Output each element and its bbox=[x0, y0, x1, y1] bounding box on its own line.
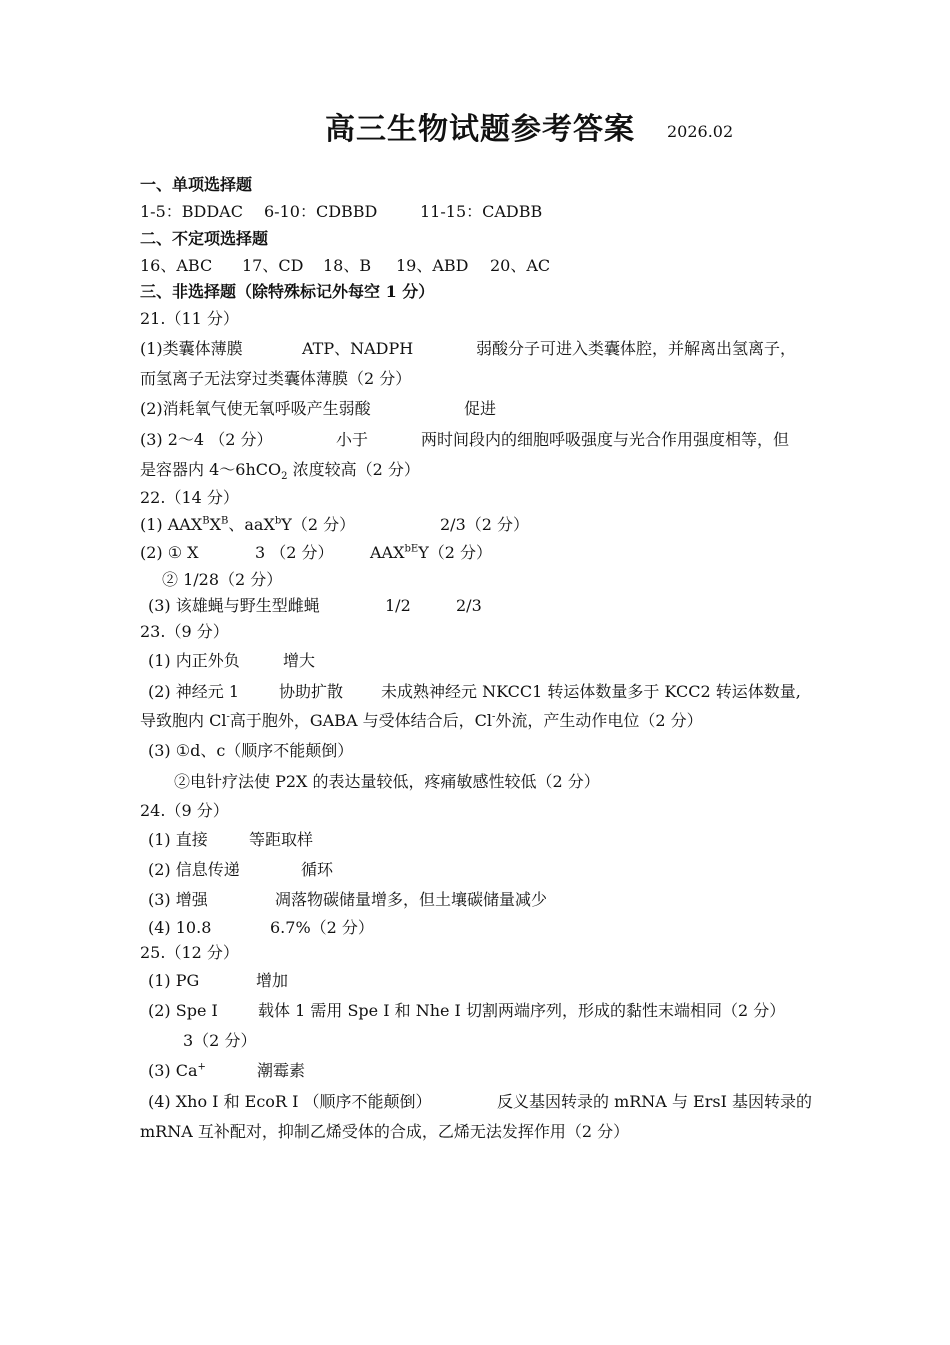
q21-1a: (1)类囊体薄膜 bbox=[140, 339, 243, 358]
q21-1b: ATP、NADPH bbox=[302, 339, 414, 358]
q23-3a: (3) ①d、c（顺序不能颠倒） bbox=[148, 741, 354, 760]
q23-1b: 增大 bbox=[283, 651, 316, 670]
q22-2b: 3 （2 分） bbox=[255, 543, 334, 562]
q24-3b: 凋落物碳储量增多，但土壤碳储量减少 bbox=[275, 890, 548, 909]
answers-1-5: 1-5：BDDAC bbox=[140, 202, 243, 221]
q22-1b: 2/3（2 分） bbox=[440, 515, 530, 534]
q25-2c: 3（2 分） bbox=[183, 1031, 257, 1050]
answer-18: 18、B bbox=[323, 256, 372, 275]
q25-4c: mRNA 互补配对，抑制乙烯受体的合成，乙烯无法发挥作用（2 分） bbox=[140, 1122, 630, 1141]
q22-2c: $AAX^{bE}Y(2$ 分） bbox=[370, 543, 493, 562]
answer-17: 17、CD bbox=[242, 256, 304, 275]
q24-1b: 等距取样 bbox=[249, 830, 314, 849]
q25-4b: 反义基因转录的 mRNA 与 ErsI 基因转录的 bbox=[497, 1092, 812, 1111]
q24-heading: 24.（9 分） bbox=[140, 801, 229, 820]
q25-4a: (4) Xho I 和 EcoR I （顺序不能颠倒） bbox=[148, 1092, 432, 1111]
section-heading-non-choice: 三、非选择题（除特殊标记外每空 1 分） bbox=[140, 282, 435, 301]
q25-1b: 增加 bbox=[256, 971, 289, 990]
q23-1a: (1) 内正外负 bbox=[148, 651, 240, 670]
q23-2b: 协助扩散 bbox=[279, 682, 344, 701]
q24-4b: 6.7%（2 分） bbox=[270, 918, 374, 937]
q23-2c: 未成熟神经元 NKCC1 转运体数量多于 KCC2 转运体数量, bbox=[381, 682, 801, 701]
q21-1c: 弱酸分子可进入类囊体腔，并解离出氢离子， bbox=[476, 339, 797, 358]
q23-heading: 23.（9 分） bbox=[140, 622, 229, 641]
q21-3b: 小于 bbox=[336, 430, 369, 449]
q21-3a: (3) 2～4 （2 分） bbox=[140, 430, 273, 449]
q21-2b: 促进 bbox=[464, 399, 497, 418]
q22-2a: (2) ① X bbox=[140, 543, 199, 562]
q24-4a: (4) 10.8 bbox=[148, 918, 212, 937]
q24-1a: (1) 直接 bbox=[148, 830, 208, 849]
q25-2b: 载体 1 需用 Spe I 和 Nhe I 切割两端序列，形成的黏性末端相同（2 分） bbox=[258, 1001, 786, 1020]
q22-2d: ② 1/28（2 分） bbox=[162, 570, 283, 589]
section-heading-multiple-choice: 二、不定项选择题 bbox=[140, 229, 269, 248]
q22-heading: 22.（14 分） bbox=[140, 488, 239, 507]
q22-1a: (1) $AAX^BX^B$、aaX$^b$Y（2 分） bbox=[140, 515, 356, 534]
q21-1d: 而氢离子无法穿过类囊体薄膜（2 分） bbox=[140, 369, 412, 388]
q21-2a: (2)消耗氧气使无氧呼吸产生弱酸 bbox=[140, 399, 371, 418]
q22-3a: (3) 该雄蝇与野生型雌蝇 bbox=[148, 596, 320, 615]
q25-heading: 25.（12 分） bbox=[140, 943, 239, 962]
q24-2b: 循环 bbox=[301, 860, 334, 879]
q25-1a: (1) PG bbox=[148, 971, 200, 990]
answer-19: 19、ABD bbox=[396, 256, 469, 275]
answer-16: 16、ABC bbox=[140, 256, 213, 275]
exam-date: 2026.02 bbox=[667, 122, 734, 141]
q21-heading: 21.（11 分） bbox=[140, 309, 239, 328]
answer-20: 20、AC bbox=[490, 256, 551, 275]
q22-3c: 2/3 bbox=[456, 596, 482, 615]
page-title: 高三生物试题参考答案 bbox=[325, 112, 635, 147]
q21-3d: 是容器内 4～6hCO$_2$ 浓度较高（2 分） bbox=[140, 460, 420, 483]
q23-3b: ②电针疗法使 P2X 的表达量较低，疼痛敏感性较低（2 分） bbox=[174, 772, 600, 791]
q22-3b: 1/2 bbox=[385, 596, 411, 615]
q24-2a: (2) 信息传递 bbox=[148, 860, 240, 879]
answers-11-15: 11-15：CADBB bbox=[420, 202, 543, 221]
q23-2d: 导致胞内 Cl-高于胞外，GABA 与受体结合后，Cl-外流，产生动作电位（2 分） bbox=[140, 711, 703, 730]
q24-3a: (3) 增强 bbox=[148, 890, 208, 909]
q21-3c: 两时间段内的细胞呼吸强度与光合作用强度相等，但 bbox=[421, 430, 790, 449]
answers-6-10: 6-10：CDBBD bbox=[264, 202, 378, 221]
q25-3b: 潮霉素 bbox=[257, 1061, 306, 1080]
q23-2a: (2) 神经元 1 bbox=[148, 682, 240, 701]
q25-2a: (2) Spe I bbox=[148, 1001, 218, 1020]
section-heading-single-choice: 一、单项选择题 bbox=[140, 175, 253, 194]
q25-3a: (3) Ca+ bbox=[148, 1061, 206, 1080]
